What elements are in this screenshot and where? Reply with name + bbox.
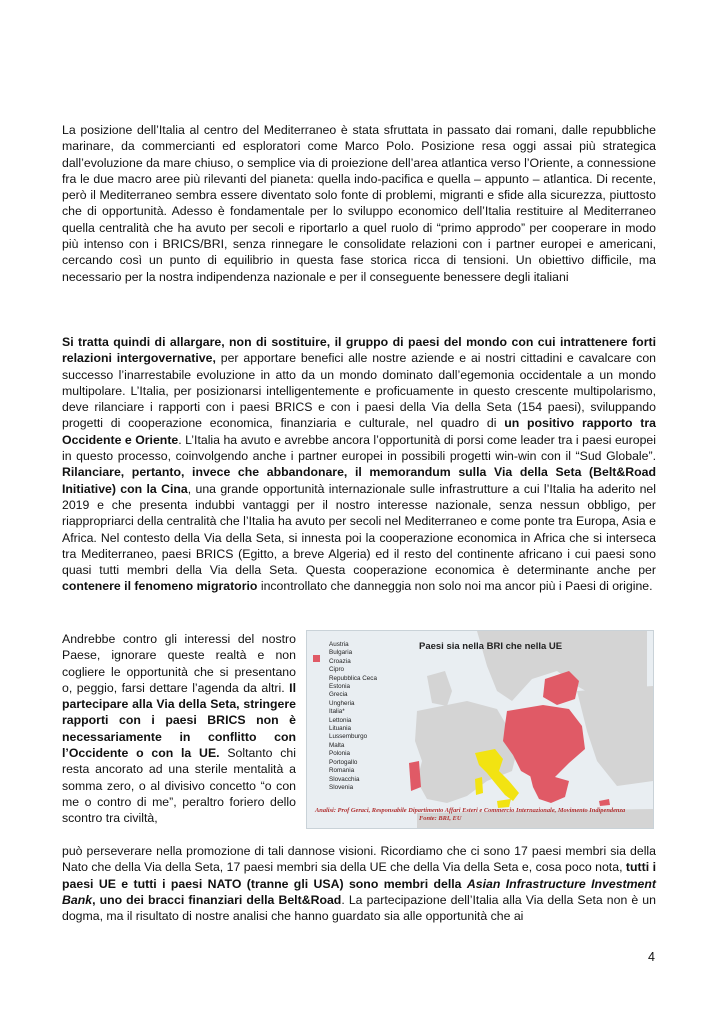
legend-item: Bulgaria bbox=[329, 649, 353, 657]
figure-caption bbox=[315, 807, 645, 822]
legend-item: Lussemburgo bbox=[329, 733, 368, 741]
bold-via-della-seta: Il partecipare alla Via della Seta, stringere rapporti con i paesi BRICS non è necessariamente in conflitto con l’Occidente o con la UE. bbox=[62, 680, 296, 761]
bold-allargare: Si tratta quindi di allargare, non di sostituire, il gruppo di paesi del mondo con cui intrattenere forti relazioni intergovernative, bbox=[62, 335, 656, 366]
paragraph-interessi-left bbox=[62, 631, 296, 827]
bold-belt-road: , uno dei bracci finanziari della Belt&Road bbox=[92, 892, 342, 907]
bold-migratorio: contenere il fenomeno migratorio bbox=[62, 579, 258, 594]
legend-country-list bbox=[329, 641, 413, 792]
figure-legend bbox=[313, 641, 413, 792]
text-segment: Soltanto chi resta ancorato ad una sterile mentalità a somma zero, o al divisivo concetto “o con me o contro di me”, peraltro foriero dello scontro tra civiltà, bbox=[62, 746, 296, 826]
region-sardinia bbox=[475, 777, 483, 795]
legend-item: Estonia bbox=[329, 683, 351, 691]
legend-item: Croazia bbox=[329, 657, 351, 665]
legend-swatch-red bbox=[313, 655, 320, 662]
text-segment: , una grande opportunità internazionale sulle infrastrutture a cui l’Italia ha aderito nel 2019 e che presenta indubbi vantaggi per il nostro interesse nazionale, senza nessun obbligo, per riappropriarci della centralità che l’Italia ha avuto per secoli nel Mediterraneo e come ponte tra Europa, Asia e Africa. Nel contesto della Via della Seta, si innesta poi la cooperazione economica in Africa che si interseca tra Mediterraneo, paesi BRICS (Egitto, a breve Algeria) ed il resto del continente africano i cui paesi sono quasi tutti membri della Via della Seta. Questa cooperazione economica è determinante anche per bbox=[62, 481, 656, 578]
paragraph-mediterraneo: La posizione dell’Italia al centro del Mediterraneo è stata sfruttata in passato dai romani, dalle repubbliche marinare, da commercianti ed esploratori come Marco Polo. Posizione resa oggi assai più strategica dall’evoluzione da mare chiuso, o semplice via di proiezione dell’area atlantica verso l’Oriente, a connessione fra le due macro aree più rilevanti del pianeta: quella indo-pacifica e quella – appunto – atlantica. Di recente, però il Mediterraneo sembra essere diventato solo fonte di problemi, migranti e sfide alla sicurezza, piuttosto che di opportunità. Adesso è fondamentale per lo sviluppo economico dell’Italia restituire al Mediterraneo quella centralità che ha avuto per secoli e riportarlo a quel ruolo di “primo approdo” per cooperare in modo più intenso con i BRICS/BRI, senza rinnegare le consolidate relazioni con i partner europei e americani, cercando così un punto di equilibrio in questa fase storica ricca di tensioni. Un obiettivo difficile, ma necessario per la nostra indipendenza nazionale e per il conseguente benessere degli italiani bbox=[62, 123, 656, 284]
figure-title: Paesi sia nella BRI che nella UE bbox=[419, 641, 563, 652]
caption-source: Fonte: BRI, EU bbox=[419, 814, 462, 822]
legend-item: Austria bbox=[329, 641, 349, 648]
bold-memorandum: Rilanciare, pertanto, invece che abbandonare, il memorandum sulla Via della Seta (Belt&Road Initiative) con la Cina bbox=[62, 465, 656, 496]
legend-item: Lettonia bbox=[329, 716, 352, 724]
bold-nato-ue: tutti i paesi UE e tutti i paesi NATO (tranne gli USA) sono membri della bbox=[62, 860, 656, 891]
legend-item: Slovenia bbox=[329, 783, 354, 791]
legend-item: Romania bbox=[329, 767, 355, 775]
bold-italic-aiib: Asian Infrastructure Investment Bank bbox=[62, 876, 657, 907]
text-segment: per apportare benefici alle nostre aziende e ai nostri cittadini e cavalcare con successo l’inarrestabile evoluzione in atto da un mondo dominato dall’egemonia occidentale a un mondo multipolare. L’Italia, per posizionarsi intelligentemente e proficuamente in questo crescente multipolarismo, deve rilanciare i rapporti con i paesi BRICS e con i paesi della Via della Seta (154 paesi), sviluppando progetti di cooperazione economica, finanziaria e culturale, nel quadro di bbox=[62, 351, 656, 431]
legend-item: Polonia bbox=[329, 750, 351, 758]
text-segment: Andrebbe contro gli interessi del nostro Paese, ignorare queste realtà e non cogliere le opportunità che si presentano o, peggio, farsi dettare l’agenda da altri. bbox=[62, 632, 296, 695]
legend-item: Portogallo bbox=[329, 758, 358, 766]
text-segment: . La partecipazione dell’Italia alla Via della Seta non è un dogma, ma il risultato di nostre analisi che hanno guardato sia alle opportunità che ai bbox=[62, 892, 656, 924]
legend-item: Malta bbox=[329, 741, 345, 749]
legend-item: Slovacchia bbox=[329, 775, 360, 783]
legend-item: Lituania bbox=[329, 725, 352, 733]
legend-item: Grecia bbox=[329, 691, 348, 699]
text-segment: può perseverare nella promozione di tali dannose visioni. Ricordiamo che ci sono 17 paesi membri sia della Nato che della Via della Seta, 17 paesi membri sia della UE che della Via della Seta e, cosa poco nota, bbox=[62, 844, 656, 875]
bri-eu-map-figure bbox=[306, 630, 654, 829]
legend-item: Italia* bbox=[329, 708, 345, 716]
page-number: 4 bbox=[648, 950, 655, 964]
caption-analysis: Analisi: Prof Geraci, Responsabile Dipartimento Affari Esteri e Commercio Internazionale, Movimento Indipendenza bbox=[315, 807, 626, 814]
legend-item: Cipro bbox=[329, 666, 345, 674]
paragraph-perseverare bbox=[62, 843, 656, 924]
bold-rapporto: un positivo rapporto tra Occidente e Oriente bbox=[62, 416, 657, 447]
legend-item: Repubblica Ceca bbox=[329, 674, 377, 682]
text-segment: . L’Italia ha avuto e avrebbe ancora l’opportunità di porsi come leader tra i paesi europei in questo processo, coinvolgendo anche i partner europei in possibili progetti win-win con il “Sud Globale”. bbox=[62, 432, 656, 464]
paragraph-allargare bbox=[62, 334, 656, 595]
text-segment: incontrollato che danneggia non solo noi ma ancor più i Paesi di origine. bbox=[257, 579, 653, 594]
legend-item: Ungheria bbox=[329, 699, 355, 707]
